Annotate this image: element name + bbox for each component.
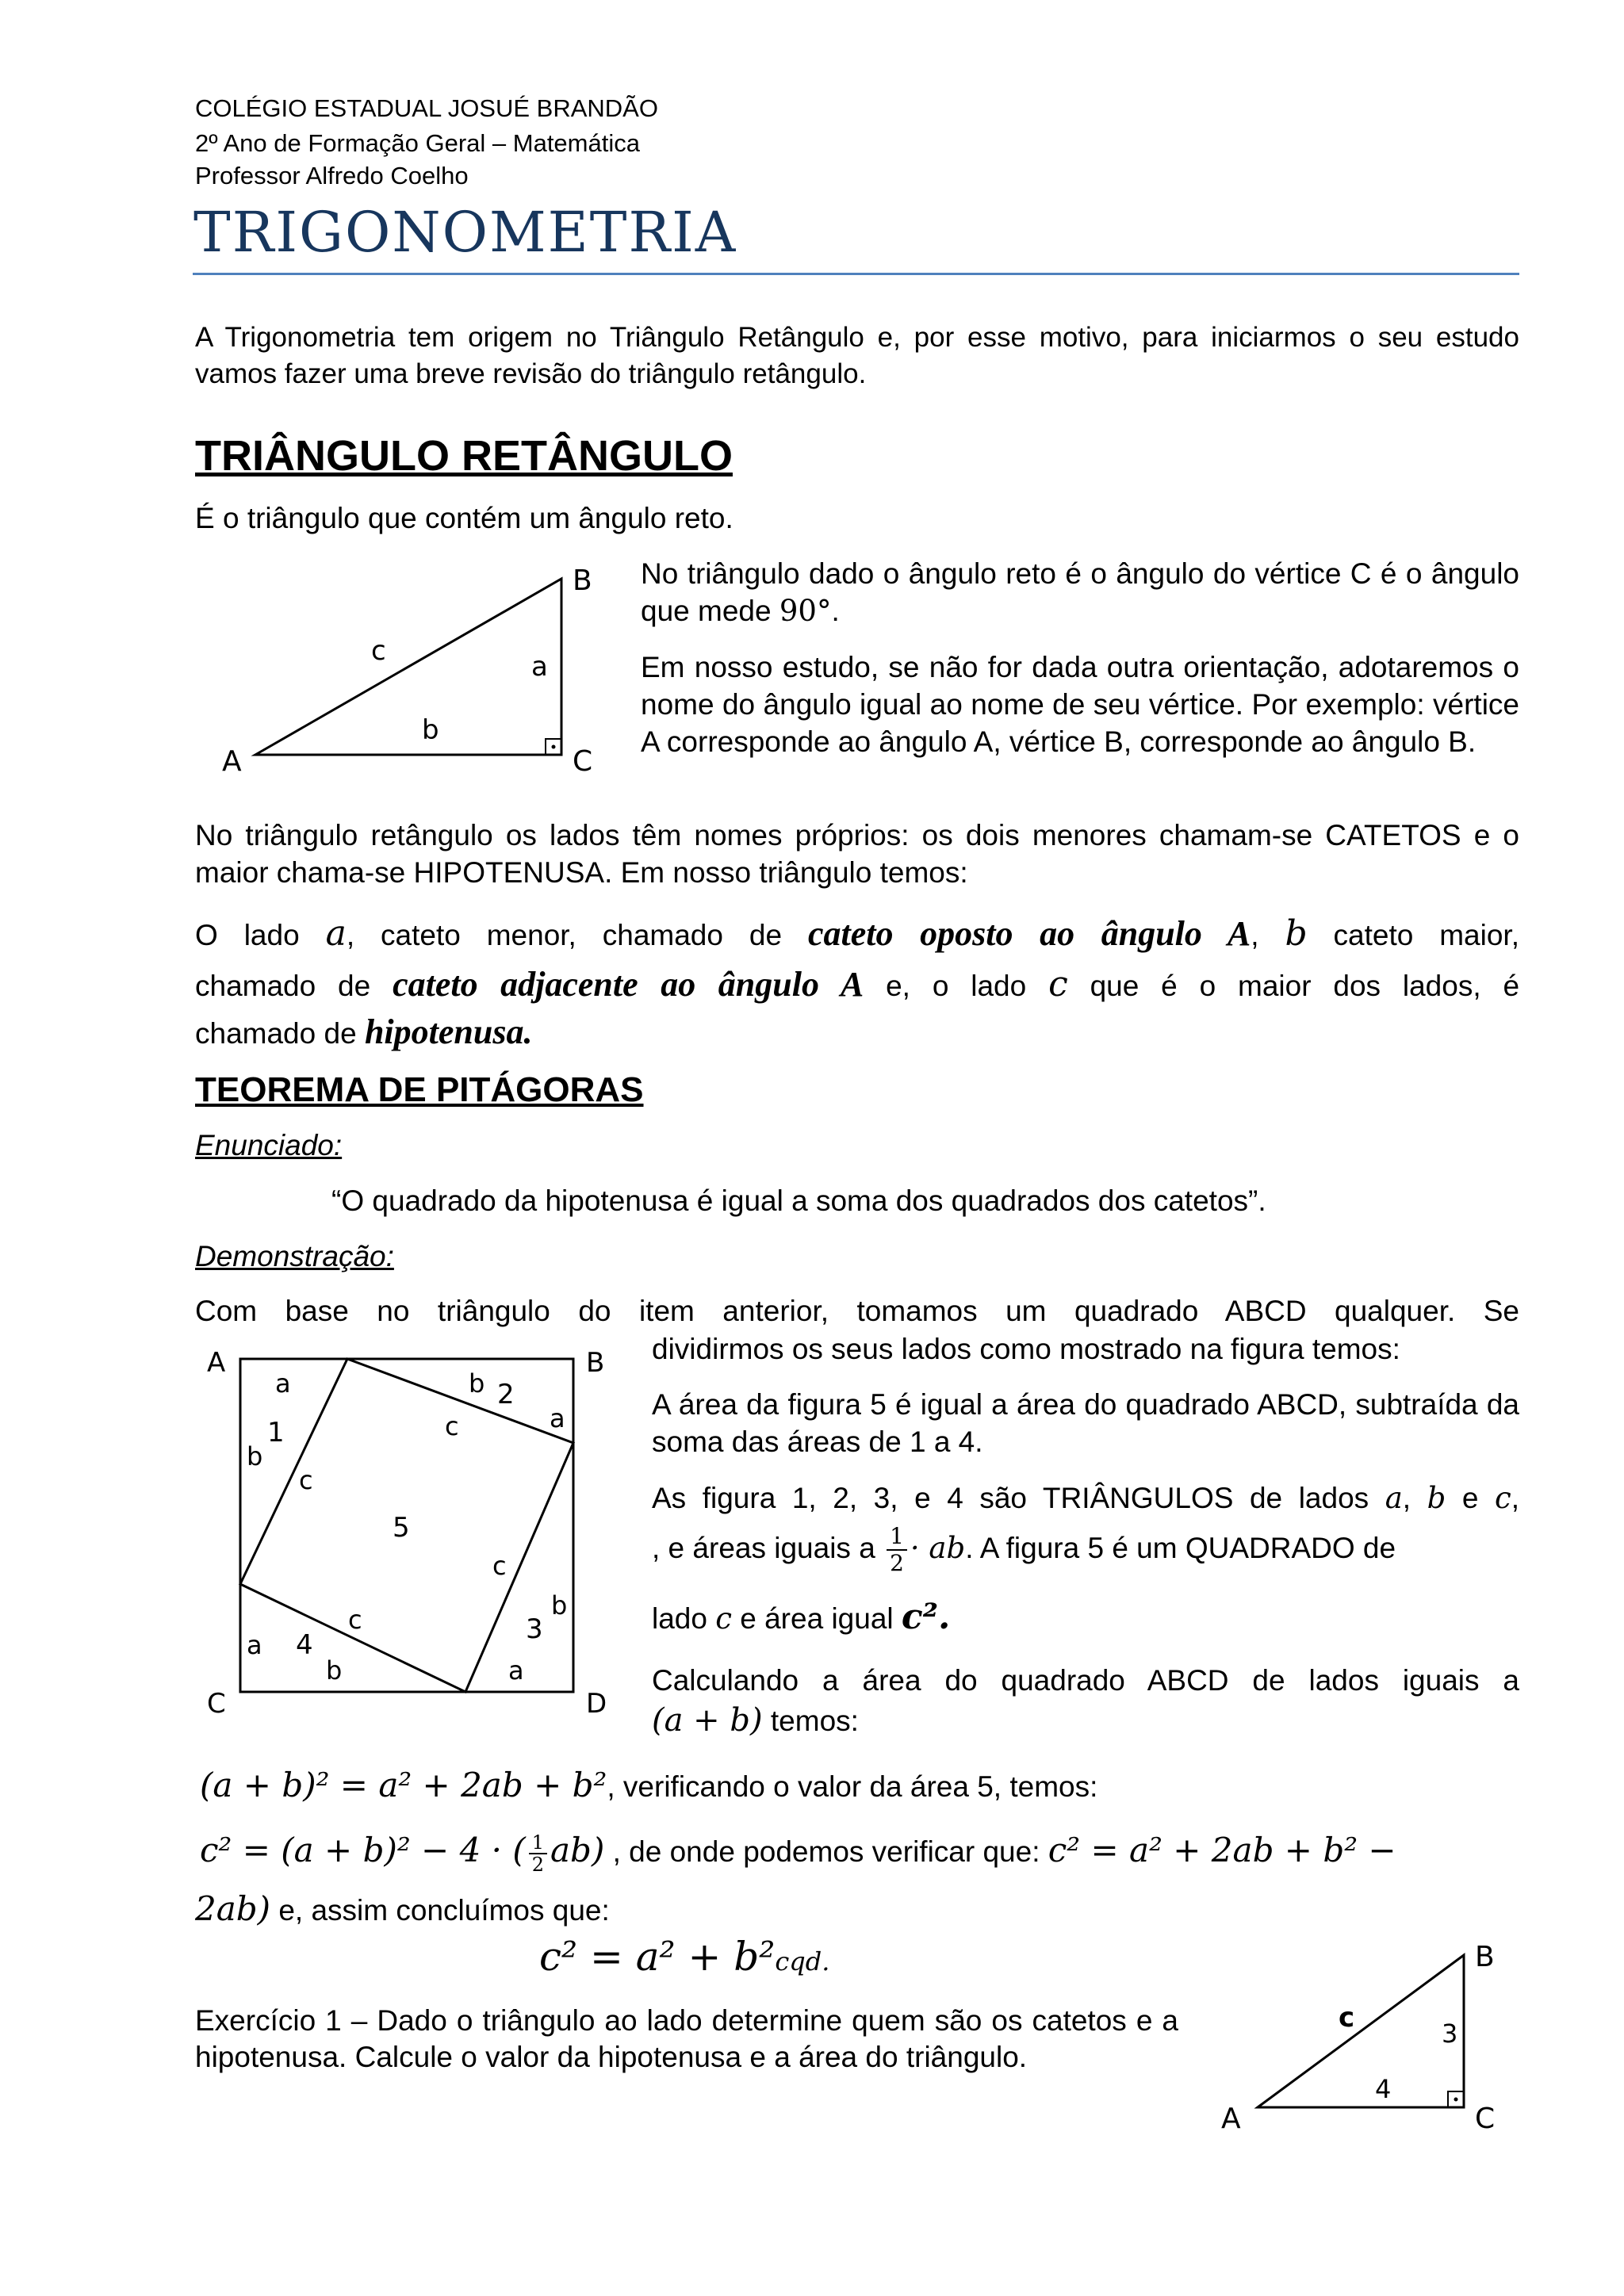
sides-text: O lado [195,919,300,951]
exercise-triangle-shape [1258,1955,1464,2107]
square-vertex-b: B [586,1347,605,1379]
statement-label: Enunciado: [195,1129,343,1161]
right-angle-text: No triângulo dado o ângulo reto é o ângulo do vértice C é o ângulo que mede [641,557,1519,627]
section-heading-right-triangle: TRIÂNGULO RETÂNGULO [195,432,733,480]
square-vertex-c: C [207,1688,226,1720]
right-angle-dot [552,745,556,749]
figures-text: e área igual [740,1602,894,1635]
title-divider [193,273,1519,275]
equation-text: , verificando o valor da área 5, temos: [607,1770,1098,1803]
sides-text: , [1251,919,1259,951]
adjacent-leg-term: cateto adjacente ao ângulo A [393,965,864,1004]
segment-label-a: a [247,1630,262,1660]
sides-text: chamado de [195,970,371,1002]
region-number-4: 4 [296,1629,313,1661]
side-symbol-a: a [325,913,347,954]
square-vertex-a: A [207,1347,226,1379]
expansion-equation: (a + b)² = a² + 2ab + b² [200,1766,607,1804]
exercise-vertex-a: A [1221,2103,1241,2135]
vertex-label-b: B [573,564,592,597]
page-title: TRIGONOMETRIA [193,200,737,265]
fraction-half [529,1832,547,1875]
intro-paragraph: A Trigonometria tem origem no Triângulo Retângulo e, por esse motivo, para iniciarmos o seu estudo vamos fazer uma breve revisão do triângulo retângulo. [195,322,1519,389]
teacher-name: Professor Alfredo Coelho [195,162,469,189]
theorem-statement: “O quadrado da hipotenusa é igual a soma dos quadrados dos catetos”. [331,1184,1266,1217]
equation-3 [195,1887,610,1933]
right-triangle-definition: É o triângulo que contém um ângulo reto. [195,502,733,534]
exercise-vertex-c: C [1475,2103,1496,2135]
figures-text: , e áreas iguais a [652,1532,875,1564]
pythagorean-result [539,1931,829,1992]
side-symbol-c: c [1048,964,1068,1004]
area-paragraph: A área da figura 5 é igual a área do quadrado ABCD, subtraída da soma das áreas de 1 a 4. [652,1388,1519,1458]
exercise-side-3: 3 [1442,2019,1458,2049]
sides-line-3 [195,1008,1519,1058]
figures-line-2 [652,1521,1519,1576]
segment-label-a: a [550,1403,565,1433]
hypotenuse-label-c: c [445,1411,459,1441]
triangle-area-expression: · ab [910,1531,966,1565]
region-number-2: 2 [497,1379,515,1410]
right-angle-paragraph: No triângulo dado o ângulo reto é o ângulo do vértice C é o ângulo que mede 90°. [641,557,1519,628]
equation-continuation: 2ab) [195,1889,271,1928]
section-heading-pythagoras: TEOREMA DE PITÁGORAS [195,1070,644,1109]
triangle-shape [255,579,561,755]
qed-mark: cqd. [775,1946,830,1976]
right-angle-value: 90° [779,594,832,628]
exercise-vertex-b: B [1475,1941,1495,1973]
hypotenuse-label-c: c [348,1605,362,1635]
exercise-triangle-figure [1212,1934,1529,2141]
segment-label-a: a [508,1655,524,1686]
figures-text: e [1461,1482,1479,1514]
hypotenuse-label-c: c [299,1465,313,1495]
sides-text: e, o lado [886,970,1027,1002]
segment-label-b: b [326,1655,343,1686]
symbol-a: a [1385,1481,1403,1515]
equation-text: , de onde podemos verificar que: [612,1835,1040,1868]
equation-1 [200,1763,1097,1809]
course-name: 2º Ano de Formação Geral – Matemática [195,129,640,157]
square-vertex-d: D [586,1688,607,1720]
right-triangle-figure [206,555,619,785]
sides-text: , cateto menor, chamado de [346,919,783,951]
figures-text: , [1402,1482,1411,1514]
fraction-half [887,1524,907,1576]
figures-text: lado [652,1602,707,1635]
sides-text: que é o maior dos lados, é [1090,970,1520,1002]
segment-label-b: b [469,1368,485,1399]
hypotenuse-label-c: c [492,1551,507,1581]
proof-line-1: Com base no triângulo do item anterior, tomamos um quadrado ABCD qualquer. Se [195,1295,1519,1327]
exercise-1: Exercício 1 – Dado o triângulo ao lado determine quem são os catetos e a hipotenusa. Calcule o valor da hipotenusa e a área do triângulo. [195,2004,1178,2073]
calc-line-1: Calculando a área do quadrado ABCD de lados iguais a [652,1664,1519,1697]
region-number-3: 3 [526,1613,543,1645]
opposite-leg-term: cateto oposto ao ângulo A [807,914,1251,953]
sides-text: chamado de [195,1017,357,1050]
area5-equation-start: c² = (a + b)² − 4 · ( [200,1831,526,1869]
fraction-numerator: 1 [887,1524,907,1551]
sides-line-2 [195,961,1519,1010]
segment-label-b: b [551,1590,568,1621]
figures-text: . A figura 5 é um QUADRADO de [965,1532,1396,1564]
calc-line-2 [652,1700,859,1742]
segment-label-b: b [247,1441,263,1471]
calc-text: temos: [770,1705,859,1737]
side-label-a: a [531,651,548,683]
exercise-side-c: c [1339,2002,1355,2034]
hypotenuse-term: hipotenusa. [364,1012,533,1051]
fraction-numerator: 1 [529,1832,547,1854]
right-angle-dot [1454,2098,1458,2102]
expanded-equation: c² = a² + 2ab + b² − [1048,1831,1396,1869]
area5-equation-end: ab) [550,1831,605,1869]
symbol-b: b [1427,1481,1446,1515]
sides-line-1 [195,910,1519,959]
exercise-side-4: 4 [1375,2074,1392,2104]
equation-2 [200,1827,1396,1876]
vertex-label-a: A [222,745,242,778]
fraction-denominator: 2 [531,1854,545,1877]
square-proof-figure [202,1340,630,1720]
figures-line-1: As figura 1, 2, 3, e 4 são TRIÂNGULOS de lados a, b e c, [652,1481,1520,1515]
segment-label-a: a [275,1368,291,1399]
side-names-paragraph: No triângulo retângulo os lados têm nomes próprios: os dois menores chamam-se CATETOS e o maior chama-se HIPOTENUSA. Em nosso triângulo temos: [195,819,1519,889]
side-label-b: b [422,714,439,746]
proof-label: Demonstração: [195,1240,394,1272]
symbol-c: c [715,1601,732,1636]
sides-text: cateto maior, [1333,919,1519,951]
side-symbol-b: b [1285,913,1308,954]
pythagorean-equation: c² = a² + b² [539,1934,776,1980]
equation-text: e, assim concluímos que: [278,1894,610,1927]
vertex-label-c: C [573,745,593,778]
symbol-c: c [1495,1481,1511,1515]
figures-text: As figura 1, 2, 3, e 4 são TRIÂNGULOS de lados [652,1482,1369,1514]
region-number-1: 1 [267,1417,285,1448]
region-number-5: 5 [393,1512,410,1544]
fraction-denominator: 2 [890,1550,904,1577]
side-label-c: c [371,635,386,667]
square-area-expression: c². [901,1597,951,1637]
figures-line-3 [652,1597,1519,1640]
school-name: COLÉGIO ESTADUAL JOSUÉ BRANDÃO [195,94,658,122]
angle-naming-paragraph: Em nosso estudo, se não for dada outra orientação, adotaremos o nome do ângulo igual ao nome de seu vértice. Por exemplo: vértice A corresponde ao ângulo A, vértice B, corresponde ao ângulo B. [641,651,1519,758]
proof-line-2: dividirmos os seus lados como mostrado na figura temos: [652,1333,1400,1365]
sum-expression: (a + b) [652,1702,763,1739]
